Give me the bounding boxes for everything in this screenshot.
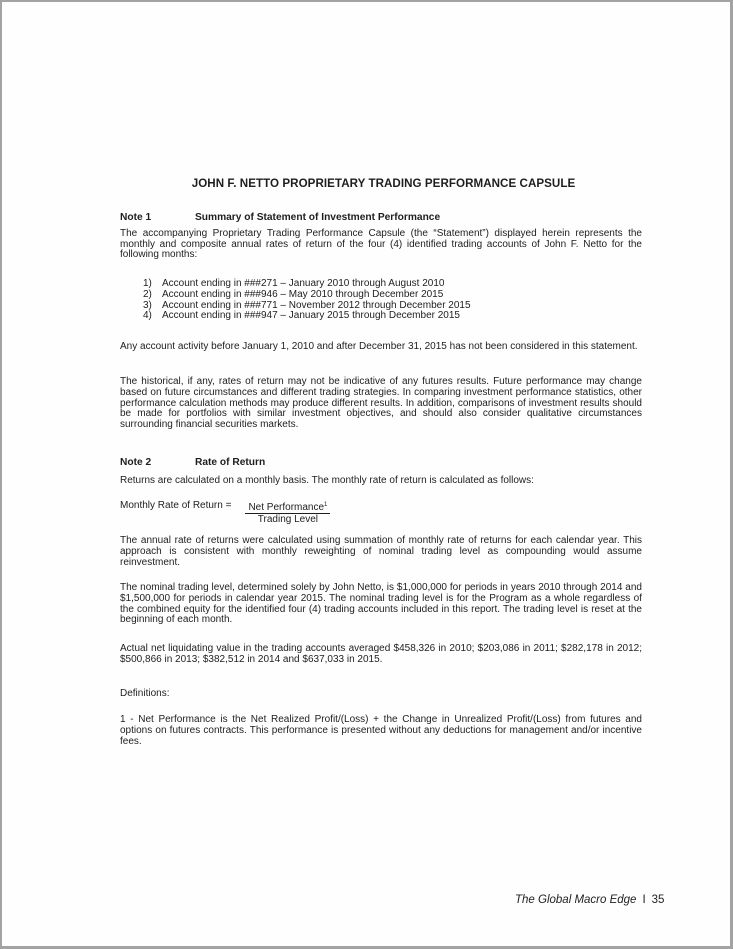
- definitions-heading: Definitions:: [120, 688, 170, 699]
- account-list-item: [143, 311, 471, 322]
- note2-label: Note 2: [120, 457, 152, 468]
- publication-title: The Global Macro Edge: [515, 894, 637, 906]
- note1-header: [120, 213, 642, 224]
- formula-denominator: Trading Level: [257, 514, 319, 525]
- account-number: 3): [143, 299, 152, 311]
- account-number: 2): [143, 288, 152, 300]
- note2-intro: Returns are calculated on a monthly basis. The monthly rate of return is calculated as follows:: [120, 474, 534, 486]
- nominal-level-paragraph: The nominal trading level, determined solely by John Netto, is $1,000,000 for periods in years 2010 through 2014 and $1,500,000 for periods in calendar year 2015. The nominal trading level is for the Program as a whole regardless of the combined equity for the identified four (4) trading accounts included in this report. The trading level is reset at the beginning of each month.: [120, 582, 642, 626]
- note2-section: [120, 458, 642, 487]
- note1-label: Note 1: [120, 212, 152, 223]
- formula-fraction: [245, 500, 330, 526]
- numerator-text: Net Performance: [248, 502, 325, 513]
- account-text: Account ending in ###946 – May 2010 through December 2015: [162, 288, 444, 300]
- document-title: JOHN F. NETTO PROPRIETARY TRADING PERFORMANCE CAPSULE: [191, 177, 576, 190]
- note1-intro: The accompanying Proprietary Trading Performance Capsule (the “Statement”) displayed herein represents the monthly and composite annual rates of return of the four (4) identified trading accounts of John F. Netto for the following months:: [120, 227, 642, 261]
- page-footer: [515, 894, 664, 906]
- footnote-mark: 1: [324, 502, 328, 508]
- footer-separator: I: [642, 894, 646, 906]
- formula-numerator: [245, 500, 330, 514]
- account-text: Account ending in ###947 – January 2015 through December 2015: [162, 310, 460, 322]
- definition-item: 1 - Net Performance is the Net Realized Profit/(Loss) + the Change in Unrealized Profit/(Loss) from futures and options on futures contracts. This performance is presented without any deductions for management and/or incentive fees.: [120, 714, 642, 747]
- note1-heading: Summary of Statement of Investment Performance: [195, 212, 441, 223]
- account-text: Account ending in ###771 – November 2012 through December 2015: [162, 299, 471, 311]
- annual-return-paragraph: The annual rate of returns were calculated using summation of monthly rate of returns for each calendar year. This approach is consistent with monthly reweighting of nominal trading level as compounding would assume reinvestment.: [120, 535, 642, 568]
- rate-of-return-formula: [120, 500, 330, 526]
- account-number: 1): [143, 278, 152, 289]
- note2-heading: Rate of Return: [195, 457, 266, 468]
- account-list-item: [143, 290, 471, 301]
- document-page: [2, 2, 730, 946]
- account-number: 4): [143, 310, 152, 322]
- account-text: Account ending in ###271 – January 2010 through August 2010: [162, 278, 445, 289]
- activity-paragraph: Any account activity before January 1, 2010 and after December 31, 2015 has not been considered in this statement.: [120, 341, 638, 352]
- note1-section: [120, 213, 642, 261]
- note2-header: [120, 458, 642, 469]
- page-number: 35: [651, 894, 665, 906]
- disclaimer-paragraph: The historical, if any, rates of return may not be indicative of any futures results. Future performance may change based on future circumstances and different trading strategies. In comparing investment performance statistics, other performance calculation methods may produce different results. In addition, comparisons of investment results should be made for portfolios with similar investment objectives, and should also consider qualitative circumstances surrounding financial securities markets.: [120, 376, 642, 431]
- liquidating-value-paragraph: Actual net liquidating value in the trading accounts averaged $458,326 in 2010; $203,086 in 2011; $282,178 in 2012; $500,866 in 2013; $382,512 in 2014 and $637,033 in 2015.: [120, 643, 642, 665]
- account-list: [143, 279, 471, 322]
- formula-lhs: Monthly Rate of Return =: [120, 500, 232, 511]
